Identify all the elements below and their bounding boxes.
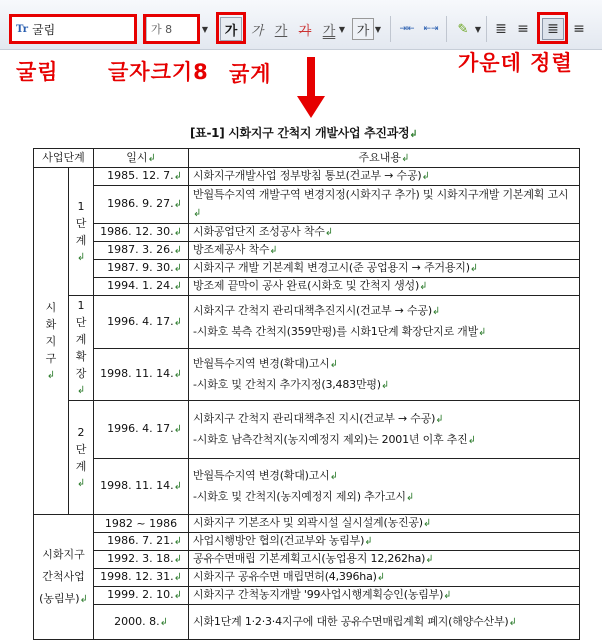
row-date: 1986. 12. 30.↲ bbox=[94, 224, 189, 242]
group-phase1: 1 단 계 ↲ bbox=[69, 168, 94, 296]
row-content: 시화지구 간척지 관리대책추진 지시(건교부 → 수공)↲ -시화호 남측간척지(농지예정지 제외)는 2001년 이후 추진↲ bbox=[189, 401, 580, 459]
bold-annotation: 굵게 bbox=[229, 62, 272, 86]
row-date: 1985. 12. 7.↲ bbox=[94, 168, 189, 186]
group-sihwa: 시 화 지 구 ↲ bbox=[34, 168, 69, 515]
table-row bbox=[34, 168, 580, 186]
table-row bbox=[34, 459, 580, 515]
highlighter-icon[interactable]: ✎ bbox=[457, 21, 469, 37]
row-date: 1982 ~ 1986 bbox=[94, 515, 189, 533]
table-row bbox=[34, 401, 580, 459]
row-date: 1987. 3. 26.↲ bbox=[94, 242, 189, 260]
row-date: 1986. 9. 27.↲ bbox=[94, 186, 189, 224]
header-date: 일시↲ bbox=[94, 149, 189, 168]
row-content: 시화지구개발사업 정부방침 통보(건교부 → 수공)↲ bbox=[189, 168, 580, 186]
row-content: 공유수면매립 기본계획고시(농업용지 12,262ha)↲ bbox=[189, 551, 580, 569]
text-effect-button[interactable]: 가 bbox=[322, 23, 336, 39]
title-text: [표-1] 시화지구 간척지 개발사업 추진과정 bbox=[190, 126, 410, 140]
highlight-color-dropdown[interactable] bbox=[472, 18, 484, 40]
table-row bbox=[34, 278, 580, 296]
row-date: 1994. 1. 24.↲ bbox=[94, 278, 189, 296]
row-content: 반월특수지역 변경(확대)고시↲ -시화호 및 간척지 추가지정(3,483만평)↲ bbox=[189, 349, 580, 401]
row-date: 1992. 3. 18.↲ bbox=[94, 551, 189, 569]
document-title bbox=[190, 124, 417, 141]
font-name-highlight bbox=[9, 14, 137, 44]
font-size-annotation: 글자크기8 bbox=[108, 60, 209, 84]
row-content: 시화지구 개발 기본계획 변경고시(준 공업용지 → 주거용지)↲ bbox=[189, 260, 580, 278]
group-phase2: 2 단 계 ↲ bbox=[69, 401, 94, 515]
toolbar-separator bbox=[446, 16, 447, 42]
strikethrough-button[interactable]: 가 bbox=[298, 23, 312, 39]
table-row bbox=[34, 260, 580, 278]
row-content: 시화지구 공유수면 매립면허(4,396ha)↲ bbox=[189, 569, 580, 587]
font-size-highlight bbox=[143, 14, 200, 44]
table-row bbox=[34, 224, 580, 242]
table-row bbox=[34, 515, 580, 533]
align-center-highlight bbox=[537, 12, 568, 44]
toolbar-separator bbox=[486, 16, 487, 42]
chevron-down-icon: ▼ bbox=[474, 24, 482, 34]
text-effect-dropdown[interactable] bbox=[336, 18, 348, 40]
row-date: 1998. 12. 31.↲ bbox=[94, 569, 189, 587]
font-size-dropdown[interactable] bbox=[200, 18, 210, 40]
table-row bbox=[34, 551, 580, 569]
header-stage: 사업단계 bbox=[34, 149, 94, 168]
align-right-icon[interactable]: ≡ bbox=[573, 21, 585, 37]
down-arrow-icon bbox=[307, 57, 315, 99]
row-date: 1986. 7. 21.↲ bbox=[94, 533, 189, 551]
table-header-row bbox=[34, 149, 580, 168]
font-type-icon: Tr bbox=[16, 23, 28, 35]
row-content: 방조제 끝막이 공사 완료(시화호 및 간척지 생성)↲ bbox=[189, 278, 580, 296]
table-row bbox=[34, 587, 580, 605]
italic-button[interactable]: 가 bbox=[250, 23, 264, 39]
center-align-annotation: 가운데 정렬 bbox=[458, 51, 573, 75]
chevron-down-icon: ▼ bbox=[374, 24, 382, 34]
row-content: 사업시행방안 협의(건교부와 농림부)↲ bbox=[189, 533, 580, 551]
row-content: 반월특수지역 변경(확대)고시↲ -시화호 및 간척지(농지예정지 제외) 추가고시↲ bbox=[189, 459, 580, 515]
font-name-value: 굴림 bbox=[31, 22, 56, 37]
row-date: 1996. 4. 17.↲ bbox=[94, 296, 189, 349]
underline-button[interactable]: 가 bbox=[274, 23, 288, 39]
table-row bbox=[34, 296, 580, 349]
arrow-head-icon bbox=[297, 96, 325, 118]
chevron-down-icon: ▼ bbox=[338, 24, 346, 34]
bold-highlight bbox=[216, 12, 246, 44]
row-date: 1998. 11. 14.↲ bbox=[94, 349, 189, 401]
table-row bbox=[34, 242, 580, 260]
align-justify-icon[interactable]: ≣ bbox=[495, 21, 507, 37]
align-center-button[interactable]: ≣ bbox=[542, 18, 564, 40]
align-left-icon[interactable]: ≡ bbox=[517, 21, 529, 37]
history-table bbox=[33, 148, 580, 640]
row-content: 시화공업단지 조성공사 착수↲ bbox=[189, 224, 580, 242]
row-content: 시화1단계 1·2·3·4지구에 대한 공유수면매립계획 폐지(해양수산부)↲ bbox=[189, 605, 580, 640]
row-date: 1998. 11. 14.↲ bbox=[94, 459, 189, 515]
row-content: 반월특수지역 개발구역 변경지정(시화지구 추가) 및 시화지구개발 기본계획 고시↲ bbox=[189, 186, 580, 224]
table-row bbox=[34, 349, 580, 401]
font-annotation: 굴림 bbox=[16, 60, 59, 84]
group-reclamation: 시화지구 간척사업 (농림부)↲ bbox=[34, 515, 94, 640]
row-content: 시화지구 간척농지개발 '99사업시행계획승인(농림부)↲ bbox=[189, 587, 580, 605]
row-date: 1996. 4. 17.↲ bbox=[94, 401, 189, 459]
row-date: 1987. 9. 30.↲ bbox=[94, 260, 189, 278]
return-mark-icon: ↲ bbox=[409, 129, 418, 140]
row-date: 2000. 8.↲ bbox=[94, 605, 189, 640]
bold-button[interactable]: 가 bbox=[220, 17, 242, 41]
group-phase1-expansion: 1 단 계 확 장 ↲ bbox=[69, 296, 94, 401]
row-content: 방조제공사 착수↲ bbox=[189, 242, 580, 260]
row-content: 시화지구 기본조사 및 외곽시설 실시설계(농진공)↲ bbox=[189, 515, 580, 533]
char-spacing-wide-icon[interactable]: ⇤⇥ bbox=[423, 24, 439, 34]
table-row bbox=[34, 569, 580, 587]
toolbar-separator bbox=[390, 16, 391, 42]
table-row bbox=[34, 605, 580, 640]
row-content: 시화지구 간척지 관리대책추진지시(건교부 → 수공)↲ -시화호 북측 간척지(359만평)를 시화1단계 확장단지로 개발↲ bbox=[189, 296, 580, 349]
outline-button[interactable]: 가 bbox=[352, 18, 374, 40]
table-row bbox=[34, 533, 580, 551]
table-row bbox=[34, 186, 580, 224]
header-content: 주요내용↲ bbox=[189, 149, 580, 168]
char-spacing-narrow-icon[interactable]: ⇥⇤ bbox=[399, 24, 415, 34]
chevron-down-icon: ▼ bbox=[201, 24, 209, 34]
row-date: 1999. 2. 10.↲ bbox=[94, 587, 189, 605]
outline-dropdown[interactable] bbox=[372, 18, 384, 40]
font-size-value: 가 8 bbox=[151, 23, 173, 36]
